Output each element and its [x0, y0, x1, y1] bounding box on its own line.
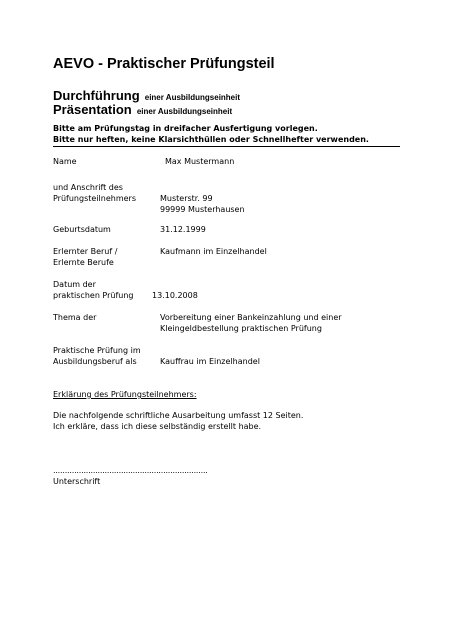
- exam-date-value: 13.10.2008: [152, 291, 198, 300]
- name-value: Max Mustermann: [165, 157, 235, 166]
- birthdate-label: Geburtsdatum: [53, 225, 111, 234]
- page-title: AEVO - Praktischer Prüfungsteil: [53, 56, 275, 72]
- exam-date-label-1: Datum der: [53, 280, 96, 289]
- topic-label: Thema der: [53, 313, 97, 322]
- profession-value: Kaufmann im Einzelhandel: [160, 247, 267, 256]
- topic-value-2: Kleingeldbestellung praktischen Prüfung: [160, 324, 322, 333]
- heading-durchfuehrung-sub: einer Ausbildungseinheit: [144, 93, 241, 102]
- declaration-line-1: Die nachfolgende schriftliche Ausarbeitung umfasst 12 Seiten.: [53, 411, 304, 420]
- name-label: Name: [53, 157, 77, 166]
- signature-label: Unterschrift: [53, 477, 101, 486]
- notice-divider: [53, 146, 400, 147]
- heading-durchfuehrung-main: Durchführung: [53, 88, 140, 103]
- address-label-1: und Anschrift des: [53, 183, 123, 192]
- topic-value-1: Vorbereitung einer Bankeinzahlung und einer: [160, 313, 342, 322]
- notice-line-1: Bitte am Prüfungstag in dreifacher Ausfertigung vorlegen.: [53, 124, 318, 133]
- heading-praesentation-main: Präsentation: [53, 102, 132, 117]
- signature-line: ..................................................................: [53, 466, 208, 475]
- exam-date-label-2: praktischen Prüfung: [53, 291, 134, 300]
- profession-label-2: Erlernte Berufe: [53, 258, 114, 267]
- declaration-heading: Erklärung des Prüfungsteilnehmers:: [53, 390, 197, 399]
- address-value-1: Musterstr. 99: [160, 194, 213, 203]
- profession-label-1: Erlernter Beruf /: [53, 247, 118, 256]
- heading-praesentation: [53, 99, 232, 118]
- heading-praesentation-sub: einer Ausbildungseinheit: [136, 107, 233, 116]
- birthdate-value: 31.12.1999: [160, 225, 206, 234]
- exam-profession-value: Kauffrau im Einzelhandel: [160, 357, 260, 366]
- address-label-2: Prüfungsteilnehmers: [53, 194, 136, 203]
- declaration-line-2: Ich erkläre, dass ich diese selbständig erstellt habe.: [53, 422, 262, 431]
- exam-profession-label-1: Praktische Prüfung im: [53, 346, 141, 355]
- exam-profession-label-2: Ausbildungsberuf als: [53, 357, 137, 366]
- address-value-2: 99999 Musterhausen: [160, 205, 245, 214]
- notice-line-2: Bitte nur heften, keine Klarsichthüllen oder Schnellhefter verwenden.: [53, 135, 369, 144]
